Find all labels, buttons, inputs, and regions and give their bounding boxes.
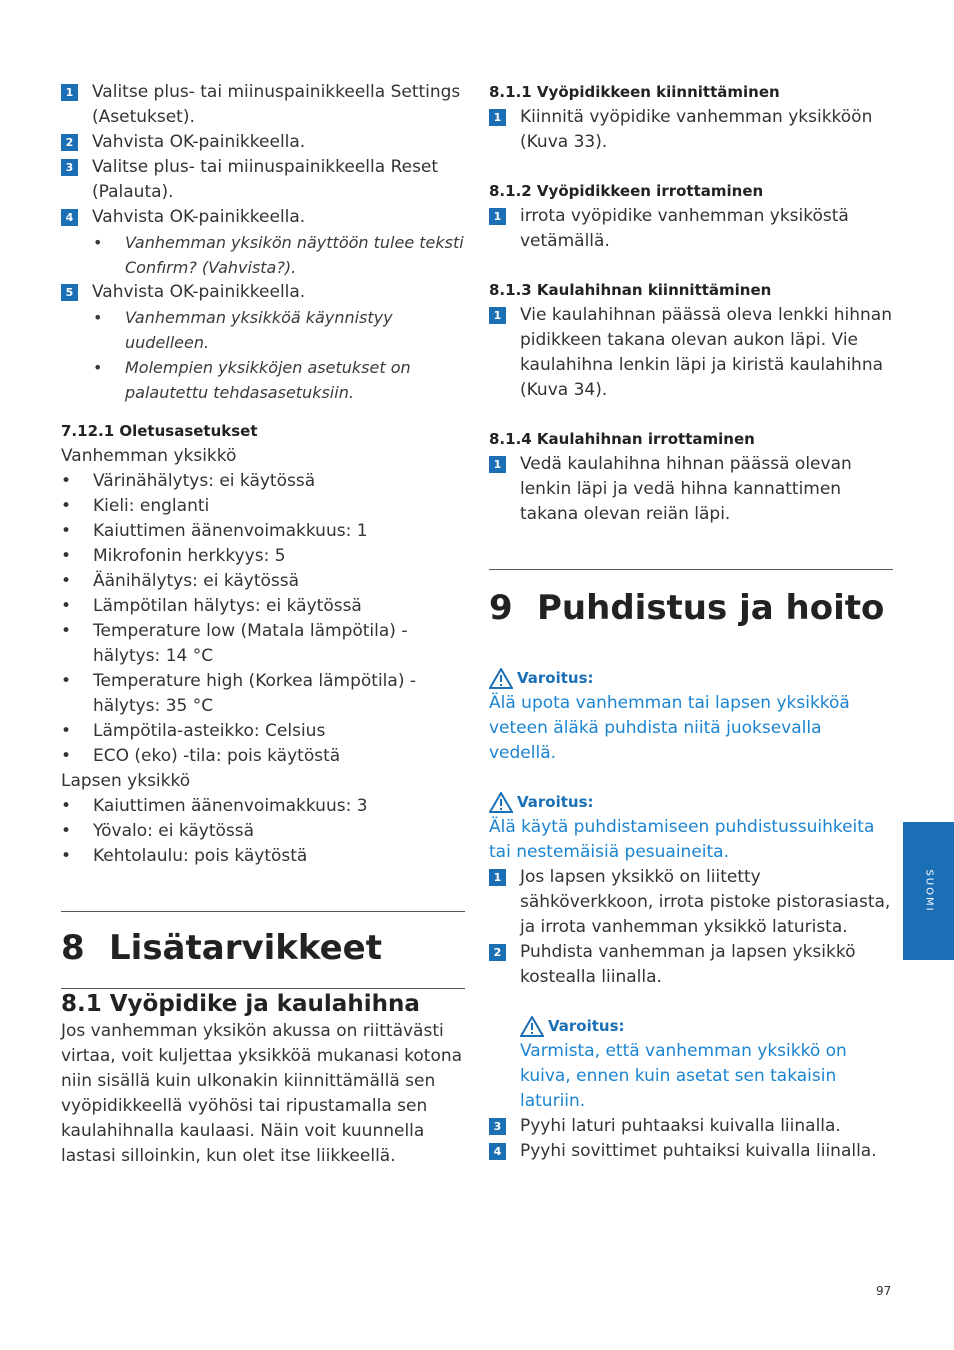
- list-item: • Kaiuttimen äänenvoimakkuus: 1: [61, 519, 465, 544]
- list-item: • Yövalo: ei käytössä: [61, 819, 465, 844]
- step-number: 4: [489, 1143, 506, 1160]
- list-item: • Värinähälytys: ei käytössä: [61, 469, 465, 494]
- baby-unit-label: Lapsen yksikkö: [61, 771, 191, 791]
- list-item: • Mikrofonin herkkyys: 5: [61, 544, 465, 569]
- section-heading: 8.1.4 Kaulahihnan irrottaminen: [489, 430, 755, 448]
- step-item: [489, 452, 893, 527]
- warning-title: [489, 666, 893, 691]
- warning-icon: [489, 792, 513, 813]
- section-title: 8.1 Vyöpidike ja kaulahihna: [61, 991, 420, 1017]
- list-item: • Lämpötila-asteikko: Celsius: [61, 719, 465, 744]
- right-column: [489, 80, 893, 1164]
- warning-text: Älä upota vanhemman tai lapsen yksikköä veteen äläkä puhdista niitä juoksevalla vedellä.: [489, 693, 850, 763]
- warning-label: Varoitus:: [548, 1017, 625, 1035]
- step-text: Jos lapsen yksikkö on liitetty sähköverkkoon, irrota pistoke pistorasiasta, ja irrota vanhemman yksikkö laturista.: [520, 867, 891, 937]
- step-item: [489, 204, 893, 254]
- step-item: [61, 155, 465, 205]
- chapter-title: [489, 588, 893, 628]
- step-number: 3: [489, 1118, 506, 1135]
- warning-icon: [520, 1016, 544, 1037]
- step-number: 4: [61, 209, 78, 226]
- step-text: Pyyhi laturi puhtaaksi kuivalla liinalla.: [520, 1116, 841, 1136]
- step-number: 3: [61, 159, 78, 176]
- step-text: Vahvista OK-painikkeella.: [92, 282, 306, 302]
- section-heading: 8.1.1 Vyöpidikkeen kiinnittäminen: [489, 83, 780, 101]
- list-item: • Kaiuttimen äänenvoimakkuus: 3: [61, 794, 465, 819]
- language-tab: [903, 822, 954, 960]
- step-item: [61, 80, 465, 130]
- step-text: Valitse plus- tai miinuspainikkeella Reset (Palauta).: [92, 157, 439, 202]
- warning-icon: [489, 668, 513, 689]
- step-text: irrota vyöpidike vanhemman yksiköstä vetämällä.: [520, 206, 849, 251]
- step-number: 1: [61, 84, 78, 101]
- chapter-number: 9: [489, 588, 513, 628]
- step-text: Puhdista vanhemman ja lapsen yksikkö kostealla liinalla.: [520, 942, 856, 987]
- list-item: • Lämpötilan hälytys: ei käytössä: [61, 594, 465, 619]
- section-body: Jos vanhemman yksikön akussa on riittävästi virtaa, voit kuljettaa yksikköä mukanasi kotona niin sisällä kuin ulkonakin kiinnittämällä sen vyöpidikkeellä vyöhösi tai ripustamalla sen kaulahihnalla kaulaasi. Näin voit kuunnella lastasi silloinkin, kun olet itse liikkeellä.: [61, 1021, 463, 1166]
- step-item: [61, 280, 465, 305]
- warning-title: [520, 1014, 893, 1039]
- chapter-number: 8: [61, 928, 85, 968]
- list-item: • Temperature low (Matala lämpötila) -hälytys: 14 °C: [61, 619, 465, 669]
- warning-label: Varoitus:: [517, 793, 594, 811]
- step-item: [61, 205, 465, 230]
- step-number: 2: [61, 134, 78, 151]
- sub-bullet: • Vanhemman yksikköä käynnistyy uudelleen.: [61, 305, 465, 355]
- section-heading: 8.1.2 Vyöpidikkeen irrottaminen: [489, 182, 764, 200]
- step-text: Vedä kaulahihna hihnan päässä olevan lenkin läpi ja vedä hihna kannattimen takana olevan reiän läpi.: [520, 454, 852, 524]
- step-number: 1: [489, 456, 506, 473]
- list-item: • Kieli: englanti: [61, 494, 465, 519]
- step-number: 1: [489, 208, 506, 225]
- step-item: [489, 940, 893, 990]
- step-item: [489, 303, 893, 403]
- chapter-title-text: Puhdistus ja hoito: [537, 588, 885, 628]
- parent-unit-label: Vanhemman yksikkö: [61, 446, 237, 466]
- step-item: [489, 105, 893, 155]
- list-item: • Äänihälytys: ei käytössä: [61, 569, 465, 594]
- chapter-title: [61, 928, 465, 968]
- step-item: [489, 1139, 893, 1164]
- list-item: • Kehtolaulu: pois käytöstä: [61, 844, 465, 869]
- list-item: • ECO (eko) -tila: pois käytöstä: [61, 744, 465, 769]
- step-number: 1: [489, 307, 506, 324]
- step-item: [61, 130, 465, 155]
- step-item: [489, 1114, 893, 1139]
- step-item: [489, 865, 893, 940]
- warning-title: [489, 790, 893, 815]
- step-text: Vahvista OK-painikkeella.: [92, 132, 306, 152]
- nested-warning: [489, 1014, 893, 1114]
- step-text: Pyyhi sovittimet puhtaiksi kuivalla liinalla.: [520, 1141, 877, 1161]
- section-heading: 7.12.1 Oletusasetukset: [61, 422, 258, 440]
- step-text: Valitse plus- tai miinuspainikkeella Settings (Asetukset).: [92, 82, 461, 127]
- list-item: • Temperature high (Korkea lämpötila) -hälytys: 35 °C: [61, 669, 465, 719]
- step-text: Vahvista OK-painikkeella.: [92, 207, 306, 227]
- chapter-title-text: Lisätarvikkeet: [109, 928, 382, 968]
- step-number: 2: [489, 944, 506, 961]
- warning-text: Varmista, että vanhemman yksikkö on kuiva, ennen kuin asetat sen takaisin laturiin.: [520, 1041, 847, 1111]
- step-number: 1: [489, 109, 506, 126]
- section-heading: 8.1.3 Kaulahihnan kiinnittäminen: [489, 281, 772, 299]
- warning-label: Varoitus:: [517, 669, 594, 687]
- sub-bullet: • Molempien yksikköjen asetukset on palautettu tehdasasetuksiin.: [61, 355, 465, 405]
- warning-text: Älä käytä puhdistamiseen puhdistussuihkeita tai nestemäisiä pesuaineita.: [489, 817, 875, 862]
- language-tab-label: SUOMI: [923, 869, 934, 913]
- step-number: 5: [61, 284, 78, 301]
- page-number: 97: [876, 1284, 892, 1298]
- step-text: Vie kaulahihnan päässä oleva lenkki hihnan pidikkeen takana olevan aukon läpi. Vie kaulahihna lenkin läpi ja kiristä kaulahihna (Kuva 34).: [520, 305, 892, 400]
- left-column: [61, 80, 465, 1169]
- step-text: Kiinnitä vyöpidike vanhemman yksikköön (Kuva 33).: [520, 107, 873, 152]
- sub-bullet: • Vanhemman yksikön näyttöön tulee teksti Confırm? (Vahvista?).: [61, 230, 465, 280]
- step-number: 1: [489, 869, 506, 886]
